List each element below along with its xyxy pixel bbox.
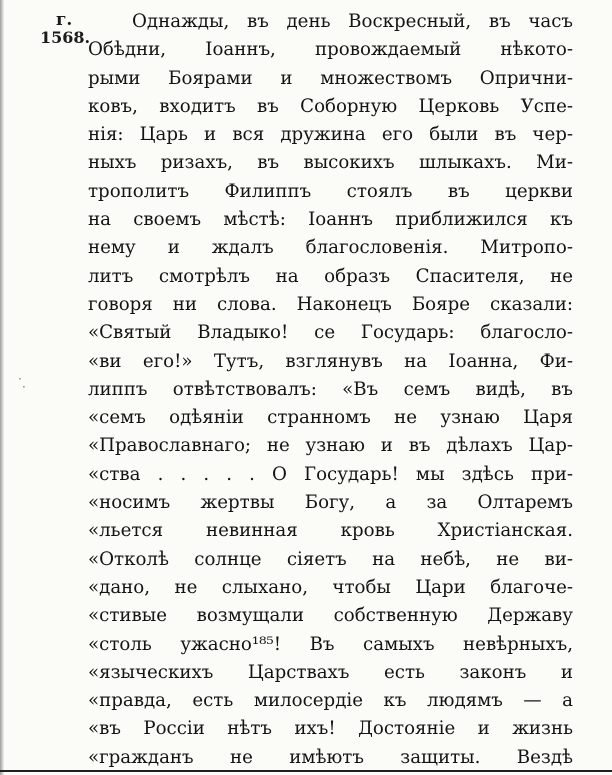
text-line: «языческихъ Царствахъ есть законъ и [88,661,573,683]
text-line: «ви его!» Тутъ, взглянувъ на Іоанна, Фи- [88,350,573,372]
text-line: Однажды, въ день Воскресный, въ часъ [132,11,573,32]
text-line: «столь ужасно¹⁸⁵! Въ самыхъ невѣрныхъ, [88,633,573,655]
text-line: нія: Царь и вся дружина его были въ чер- [88,124,573,146]
text-line: рыми Боярами и множествомъ Опрични- [88,67,573,89]
margin-note-year: 1568. [40,28,91,47]
text-line: «гражданъ не имѣютъ защиты. Вездѣ [88,746,573,768]
text-line: Обѣдни, Іоаннъ, провождаемый нѣкото- [88,39,573,61]
text-line: говоря ни слова. Наконецъ Бояре сказали: [88,293,573,315]
text-line: «Святый Владыко! се Государь: благосло- [88,322,573,344]
text-line: ковъ, входитъ въ Соборную Церковь Успе- [88,95,573,117]
page-edge-shadow [0,0,4,775]
paper-speck: · [18,372,22,386]
text-line: нему и ждалъ благословенія. Митропо- [88,237,573,259]
body-text [88,8,573,772]
text-line: трополитъ Филиппъ стоялъ въ церкви [88,180,573,202]
text-line: ныхъ ризахъ, въ высокихъ шлыкахъ. Ми- [88,152,573,174]
text-line: «дано, не слыхано, чтобы Цари благоче- [88,576,573,598]
text-line: «Православнаго; не узнаю и въ дѣлахъ Цар- [88,435,573,457]
text-line: «ства . . . . . О Государь! мы здѣсь при- [88,463,573,485]
text-line: «носимъ жертвы Богу, а за Олтаремъ [88,492,573,514]
text-line: «стивые возмущали собственную Державу [88,605,573,627]
text-line: «Отколѣ солнце сіяетъ на небѣ, не ви- [88,548,573,570]
text-line: «льется невинная кровь Христіанская. [88,520,573,542]
text-line: «семъ одѣяніи странномъ не узнаю Царя [88,407,573,429]
text-line: «правда, есть милосердіе къ людямъ — а [88,690,573,712]
page-bottom-edge [0,770,612,772]
text-line: на своемъ мѣстѣ: Іоаннъ приближился къ [88,209,573,231]
text-line: липпъ отвѣтствовалъ: «Въ семъ видѣ, въ [88,378,573,400]
text-line: литъ смотрѣлъ на образъ Спасителя, не [88,265,573,287]
text-line: «въ Россіи нѣтъ ихъ! Достояніе и жизнь [88,718,573,740]
paper-speck: · [22,380,26,394]
margin-note-letter: г. [56,10,73,30]
